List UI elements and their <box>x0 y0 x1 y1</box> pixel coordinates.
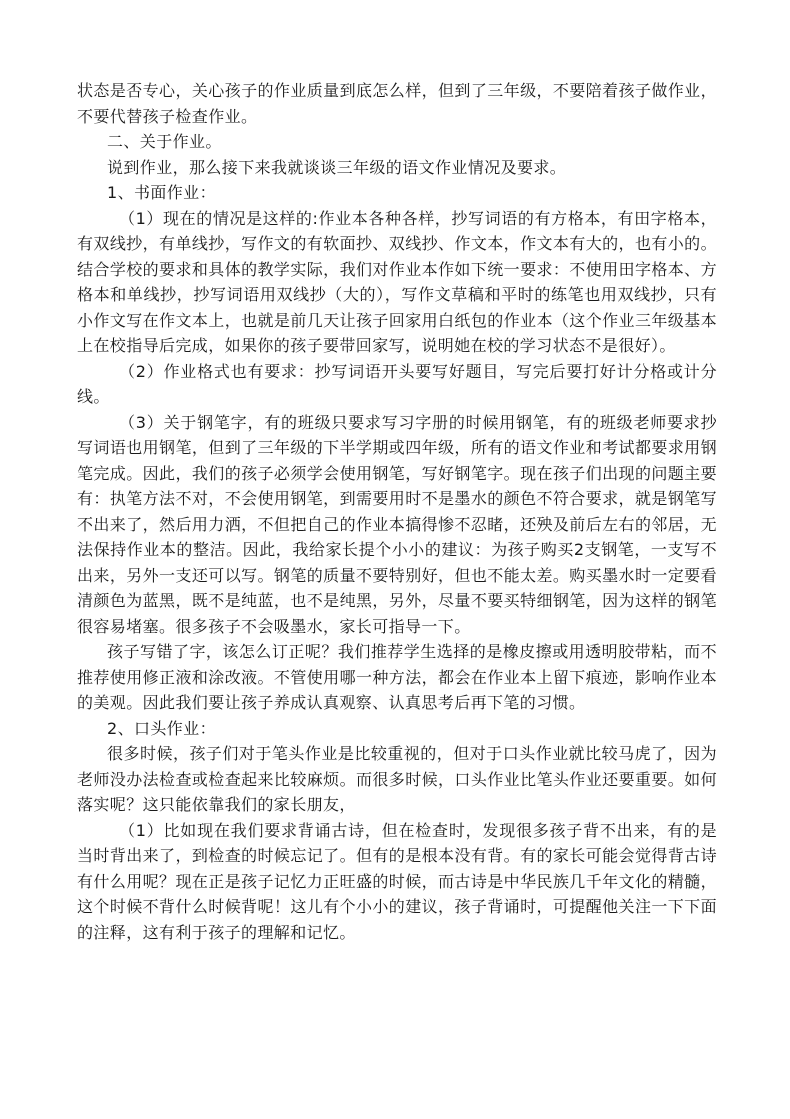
paragraph-continuation: 状态是否专心，关心孩子的作业质量到底怎么样，但到了三年级，不要陪着孩子做作业，不要代替孩子检查作业。 <box>77 81 717 126</box>
document-body <box>77 78 717 945</box>
paragraph-intro: 说到作业，那么接下来我就谈谈三年级的语文作业情况及要求。 <box>107 157 567 177</box>
paragraph-corrections: 孩子写错了字，该怎么订正呢？我们推荐学生选择的是橡皮擦或用透明胶带粘，而不推荐使用修正液和涂改液。不管使用哪一种方法，都会在作业本上留下痕迹，影响作业本的美观。因此我们要让孩子养成认真观察、认真思考后再下笔的习惯。 <box>77 642 717 712</box>
paragraph-notebooks: （1）现在的情况是这样的:作业本各种各样，抄写词语的有方格本，有田字格本，有双线抄，有单线抄，写作文的有软面抄、双线抄、作文本，作文本有大的，也有小的。结合学校的要求和具体的教学实际，我们对作业本作如下统一要求：不使用田字格本、方格本和单线抄，抄写词语用双线抄（大的），写作文草稿和平时的练笔也用双线抄，只有小作文写在作文本上，也就是前几天让孩子回家用白纸包的作业本（这个作业三年级基本上在校指导后完成，如果你的孩子要带回家写，说明她在校的学习状态不是很好）。 <box>77 208 717 355</box>
paragraph-format: （2）作业格式也有要求：抄写词语开头要写好题目，写完后要打好计分格或计分线。 <box>77 361 717 406</box>
paragraph-oral-intro: 很多时候，孩子们对于笔头作业是比较重视的，但对于口头作业就比较马虎了，因为老师没办法检查或检查起来比较麻烦。而很多时候，口头作业比笔头作业还要重要。如何落实呢？这只能依靠我们的家长朋友， <box>77 744 717 814</box>
subheading-oral-homework: 2、口头作业： <box>107 718 216 738</box>
subheading-written-homework: 1、书面作业： <box>107 183 216 202</box>
section-heading-homework: 二、关于作业。 <box>107 132 222 151</box>
paragraph-poems: （1）比如现在我们要求背诵古诗，但在检查时，发现很多孩子背不出来，有的是当时背出来了，到检查的时候忘记了。但有的是根本没有背。有的家长可能会觉得背古诗有什么用呢？现在正是孩子记忆力正旺盛的时候，而古诗是中华民族几千年文化的精髓，这个时候不背什么时候背呢！这儿有个小小的建议，孩子背诵时，可提醒他关注一下下面的注释，这有利于孩子的理解和记忆。 <box>77 820 717 942</box>
paragraph-fountain-pen: （3）关于钢笔字，有的班级只要求写习字册的时候用钢笔，有的班级老师要求抄写词语也用钢笔，但到了三年级的下半学期或四年级，所有的语文作业和考试都要求用钢笔完成。因此，我们的孩子必须学会使用钢笔，写好钢笔字。现在孩子们出现的问题主要有：执笔方法不对，不会使用钢笔，到需要用时不是墨水的颜色不符合要求，就是钢笔写不出来了，然后用力洒，不但把自己的作业本搞得惨不忍睹，还殃及前后左右的邻居，无法保持作业本的整洁。因此，我给家长提个小小的建议：为孩子购买2支钢笔，一支写不出来，另外一支还可以写。钢笔的质量不要特别好，但也不能太差。购买墨水时一定要看清颜色为蓝黑，既不是纯蓝，也不是纯黑，另外，尽量不要买特细钢笔，因为这样的钢笔很容易堵塞。很多孩子不会吸墨水，家长可指导一下。 <box>77 412 717 636</box>
